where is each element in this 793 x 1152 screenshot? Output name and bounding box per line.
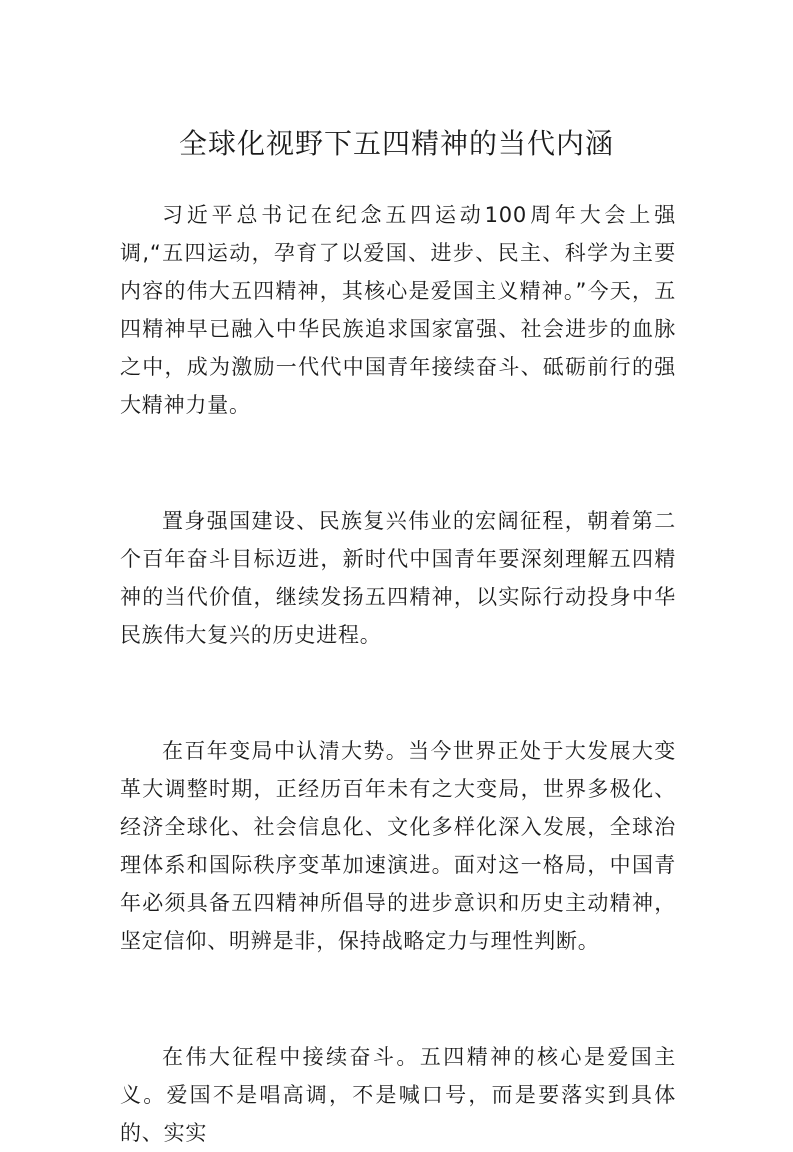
document-title: 全球化视野下五四精神的当代内涵 — [178, 127, 614, 160]
paragraph-2: 置身强国建设、民族复兴伟业的宏阔征程，朝着第二个百年奋斗目标迈进，新时代中国青年要深刻理解五四精神的当代价值，继续发扬五四精神，以实际行动投身中华民族伟大复兴的历史进程。 — [120, 509, 676, 647]
document-body — [120, 196, 676, 1152]
paragraph-1: 习近平总书记在纪念五四运动100周年大会上强调,“五四运动，孕育了以爱国、进步、民主、科学为主要内容的伟大五四精神，其核心是爱国主义精神。”今天，五四精神早已融入中华民族追求国家富强、社会进步的血脉之中，成为激励一代代中国青年接续奋斗、砥砺前行的强大精神力量。 — [120, 203, 676, 417]
paragraph-3: 在百年变局中认清大势。当今世界正处于大发展大变革大调整时期，正经历百年未有之大变局，世界多极化、经济全球化、社会信息化、文化多样化深入发展，全球治理体系和国际秩序变革加速演进。面对这一格局，中国青年必须具备五四精神所倡导的进步意识和历史主动精神，坚定信仰、明辨是非，保持战略定力与理性判断。 — [120, 739, 676, 953]
paragraph-4: 在伟大征程中接续奋斗。五四精神的核心是爱国主义。爱国不是唱高调，不是喊口号，而是要落实到具体的、实实 — [120, 1045, 676, 1145]
